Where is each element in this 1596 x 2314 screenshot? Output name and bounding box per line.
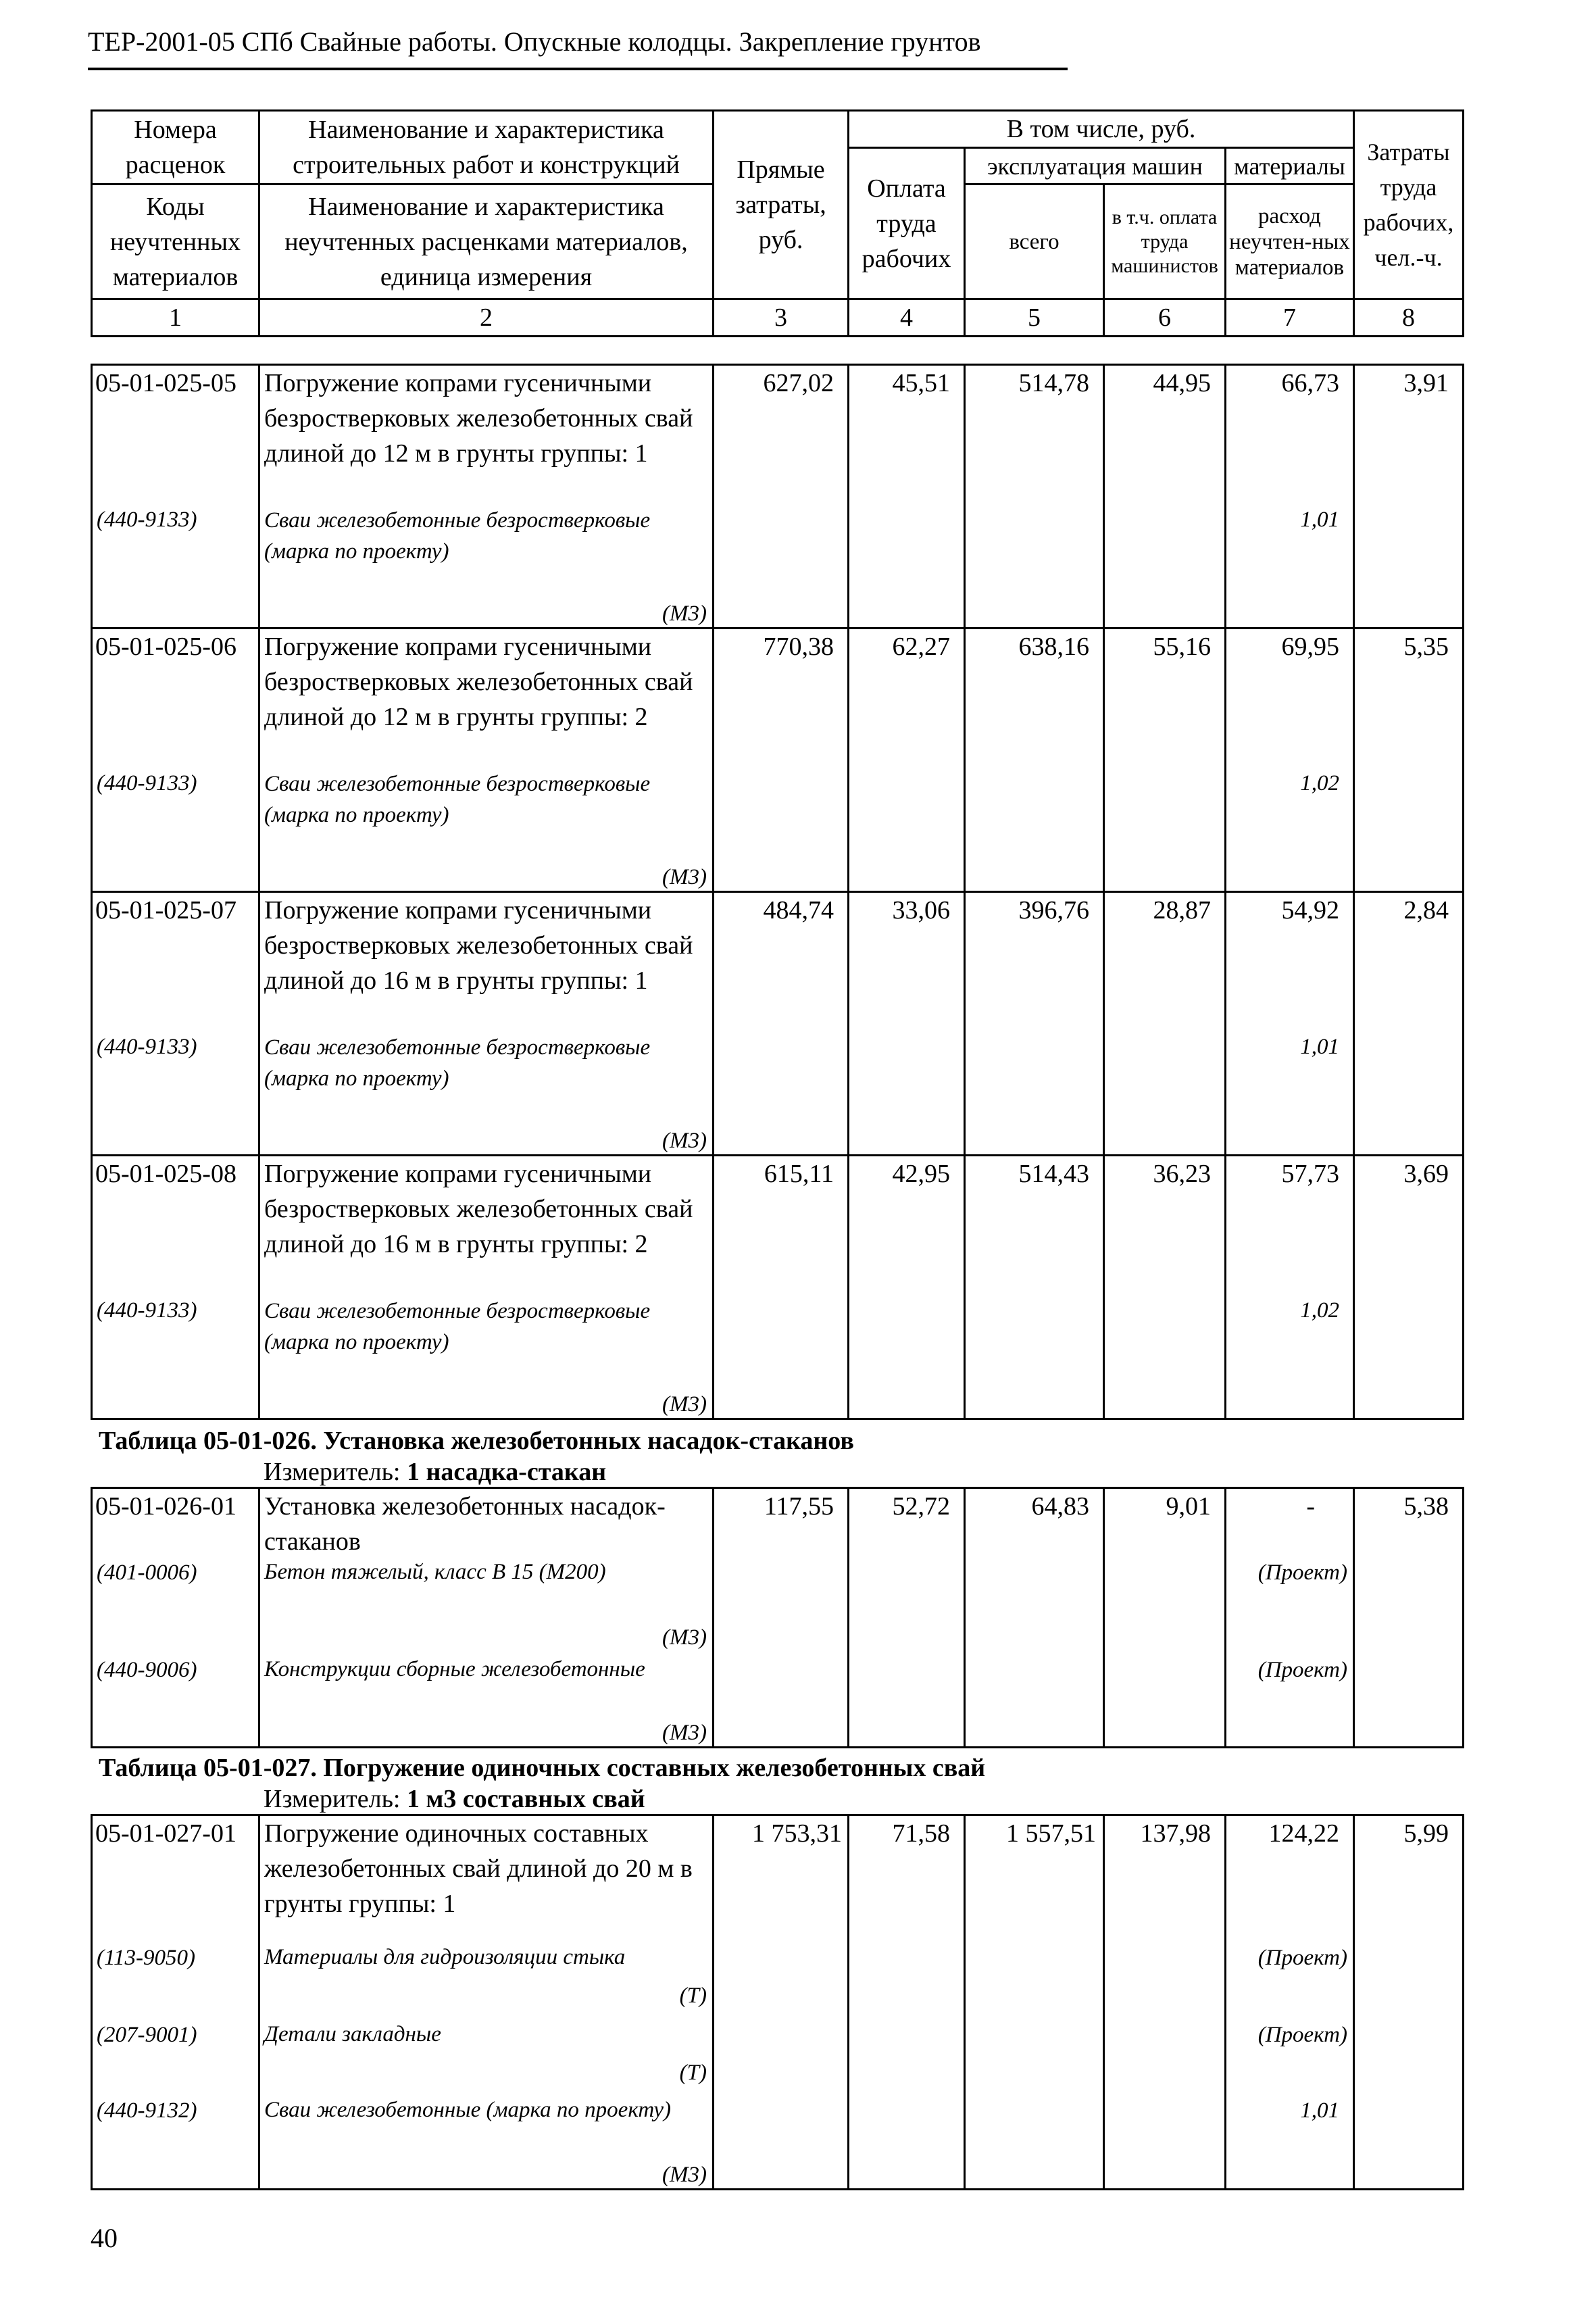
labor-cost: 33,06: [849, 892, 965, 1156]
machine-cost: 64,83: [965, 1488, 1104, 1748]
rate-code-cell: [92, 629, 259, 892]
rate-description-cell: [259, 1156, 714, 1419]
materials-cost-cell: [1226, 1815, 1354, 2190]
material-unit: (М3): [662, 2163, 707, 2187]
materials-cost: -: [1306, 1492, 1315, 1521]
rate-description-cell: [259, 1815, 714, 2190]
materials-cost-cell: [1226, 365, 1354, 629]
measure-value: 1 насадка-стакан: [407, 1458, 607, 1486]
materials-cost: 54,92: [1281, 896, 1339, 925]
col3-header: Прямые затраты, руб.: [714, 111, 849, 299]
labor-hours: 2,84: [1354, 892, 1464, 1156]
col5-header: всего: [965, 184, 1104, 299]
materials-cost-cell: [1226, 892, 1354, 1156]
rate-description-cell: [259, 629, 714, 892]
machine-cost: 514,43: [965, 1156, 1104, 1419]
material-name: Сваи железобетонные (марка по проекту): [264, 2098, 671, 2122]
labor-hours: 5,38: [1354, 1488, 1464, 1748]
direct-cost: 117,55: [714, 1488, 849, 1748]
col-number: 7: [1226, 299, 1354, 337]
col7-header: расход неучтен-ных материалов: [1226, 184, 1354, 299]
running-header: ТЕР-2001-05 СПб Свайные работы. Опускные колодцы. Закрепление грунтов: [88, 26, 981, 57]
material-code: (207-9001): [97, 2023, 197, 2047]
material-quantity: (Проект): [1257, 1560, 1347, 1585]
material-code: (440-9133): [97, 508, 197, 532]
measure-label: Измеритель:: [264, 1785, 401, 1813]
material-quantity: 1,02: [1300, 1298, 1339, 1323]
rate-code: 05-01-025-07: [95, 896, 236, 925]
machine-cost: 396,76: [965, 892, 1104, 1156]
labor-hours: 5,99: [1354, 1815, 1464, 2190]
table-026-measure: [264, 1457, 606, 1487]
material-quantity: 1,01: [1300, 508, 1339, 532]
col8-header: Затраты труда рабочих, чел.-ч.: [1354, 111, 1464, 299]
col2-bottom-header: Наименование и характеристика неучтенных расценками материалов, единица измерения: [259, 184, 714, 299]
direct-cost: 615,11: [714, 1156, 849, 1419]
group-header: В том числе, руб.: [849, 111, 1354, 148]
material-quantity: 1,01: [1300, 2098, 1339, 2123]
material-unit: (Т): [679, 1984, 707, 2008]
machinist-labor-cost: 137,98: [1104, 1815, 1226, 2190]
material-unit: (М3): [662, 1129, 707, 1153]
materials-group-header: материалы: [1226, 148, 1354, 184]
materials-cost: 69,95: [1281, 633, 1339, 661]
material-quantity: (Проект): [1257, 2023, 1347, 2047]
rate-description-cell: [259, 365, 714, 629]
rate-code-cell: [92, 1488, 259, 1748]
material-quantity: (Проект): [1257, 1658, 1347, 1682]
direct-cost: 1 753,31: [714, 1815, 849, 2190]
col-number: 3: [714, 299, 849, 337]
rate-row: [92, 365, 1464, 629]
col6-header: в т.ч. оплата труда машинистов: [1104, 184, 1226, 299]
rate-code: 05-01-026-01: [95, 1492, 236, 1521]
machinist-labor-cost: 9,01: [1104, 1488, 1226, 1748]
rate-description: Погружение копрами гусеничными безростверковых железобетонных свай длиной до 12 м в грунты группы: 1: [264, 369, 693, 468]
machinist-labor-cost: 36,23: [1104, 1156, 1226, 1419]
col-number: 5: [965, 299, 1104, 337]
rate-row: [92, 1815, 1464, 2190]
material-name: Материалы для гидроизоляции стыка: [264, 1945, 626, 1969]
rate-description-cell: [259, 1488, 714, 1748]
materials-cost-cell: [1226, 1488, 1354, 1748]
machinist-labor-cost: 55,16: [1104, 629, 1226, 892]
material-name: Сваи железобетонные безростверковые (марка по проекту): [264, 508, 651, 564]
table-026-title: Таблица 05-01-026. Установка железобетонных насадок-стаканов: [99, 1427, 854, 1455]
col-number: 6: [1104, 299, 1226, 337]
material-unit: (М3): [662, 1392, 707, 1417]
rate-code-cell: [92, 1156, 259, 1419]
materials-cost-cell: [1226, 629, 1354, 892]
rate-row: [92, 892, 1464, 1156]
rate-code-cell: [92, 1815, 259, 2190]
materials-cost: 66,73: [1281, 369, 1339, 397]
col4-header: Оплата труда рабочих: [849, 148, 965, 299]
machines-header: эксплуатация машин: [965, 148, 1226, 184]
material-unit: (М3): [662, 601, 707, 626]
rates-table-026: [91, 1487, 1464, 1748]
materials-cost: 57,73: [1281, 1160, 1339, 1188]
col-number: 8: [1354, 299, 1464, 337]
measure-label: Измеритель:: [264, 1458, 401, 1486]
rate-description: Погружение копрами гусеничными безростверковых железобетонных свай длиной до 16 м в грунты группы: 2: [264, 1160, 693, 1258]
machinist-labor-cost: 44,95: [1104, 365, 1226, 629]
rate-description: Погружение копрами гусеничными безростверковых железобетонных свай длиной до 16 м в грунты группы: 1: [264, 896, 693, 995]
direct-cost: 770,38: [714, 629, 849, 892]
material-code: (113-9050): [97, 1946, 196, 1970]
rate-description: Погружение копрами гусеничными безростверковых железобетонных свай длиной до 12 м в грунты группы: 2: [264, 633, 693, 731]
material-unit: (М3): [662, 865, 707, 889]
measure-value: 1 м3 составных свай: [407, 1785, 645, 1813]
table-027-title: Таблица 05-01-027. Погружение одиночных составных железобетонных свай: [99, 1754, 986, 1782]
labor-cost: 45,51: [849, 365, 965, 629]
col1-top-header: Номера расценок: [92, 111, 259, 184]
material-quantity: 1,01: [1300, 1035, 1339, 1059]
machine-cost: 638,16: [965, 629, 1104, 892]
rates-table-027: [91, 1814, 1464, 2190]
col1-bottom-header: Коды неучтенных материалов: [92, 184, 259, 299]
machinist-labor-cost: 28,87: [1104, 892, 1226, 1156]
rate-description: Установка железобетонных насадок-стаканов: [264, 1492, 666, 1556]
material-code: (440-9133): [97, 1298, 197, 1323]
rate-code-cell: [92, 365, 259, 629]
rate-row: [92, 1488, 1464, 1748]
table-027-measure: [264, 1784, 645, 1814]
labor-hours: 3,69: [1354, 1156, 1464, 1419]
col-number: 2: [259, 299, 714, 337]
labor-hours: 3,91: [1354, 365, 1464, 629]
rate-code: 05-01-025-05: [95, 369, 236, 397]
material-code: (440-9133): [97, 1035, 197, 1059]
material-name: Конструкции сборные железобетонные: [264, 1657, 645, 1681]
rates-table-025: [91, 364, 1464, 1420]
rate-code-cell: [92, 892, 259, 1156]
page-number: 40: [91, 2223, 118, 2253]
labor-cost: 62,27: [849, 629, 965, 892]
material-name: Бетон тяжелый, класс В 15 (М200): [264, 1560, 606, 1584]
rate-row: [92, 629, 1464, 892]
direct-cost: 627,02: [714, 365, 849, 629]
labor-cost: 52,72: [849, 1488, 965, 1748]
materials-cost-cell: [1226, 1156, 1354, 1419]
direct-cost: 484,74: [714, 892, 849, 1156]
rate-row: [92, 1156, 1464, 1419]
material-code: (401-0006): [97, 1560, 197, 1585]
machine-cost: 1 557,51: [965, 1815, 1104, 2190]
materials-cost: 124,22: [1268, 1819, 1339, 1848]
material-name: Детали закладные: [264, 2022, 441, 2046]
col-number: 1: [92, 299, 259, 337]
material-name: Сваи железобетонные безростверковые (марка по проекту): [264, 772, 651, 827]
col-number: 4: [849, 299, 965, 337]
col2-top-header: Наименование и характеристика строительных работ и конструкций: [259, 111, 714, 184]
rate-code: 05-01-025-06: [95, 633, 236, 661]
rate-code: 05-01-027-01: [95, 1819, 236, 1848]
material-quantity: 1,02: [1300, 771, 1339, 795]
rate-description: Погружение одиночных составных железобетонных свай длиной до 20 м в грунты группы: 1: [264, 1819, 693, 1918]
labor-cost: 71,58: [849, 1815, 965, 2190]
material-code: (440-9133): [97, 771, 197, 795]
material-code: (440-9132): [97, 2098, 197, 2123]
material-name: Сваи железобетонные безростверковые (марка по проекту): [264, 1299, 651, 1354]
material-quantity: (Проект): [1257, 1946, 1347, 1970]
labor-cost: 42,95: [849, 1156, 965, 1419]
header-rule: [88, 68, 1068, 70]
machine-cost: 514,78: [965, 365, 1104, 629]
labor-hours: 5,35: [1354, 629, 1464, 892]
material-unit: (М3): [662, 1721, 707, 1745]
material-unit: (Т): [679, 2061, 707, 2085]
material-unit: (М3): [662, 1625, 707, 1650]
material-code: (440-9006): [97, 1658, 197, 1682]
material-name: Сваи железобетонные безростверковые (марка по проекту): [264, 1035, 651, 1091]
column-header-table: [91, 109, 1464, 337]
rate-description-cell: [259, 892, 714, 1156]
rate-code: 05-01-025-08: [95, 1160, 236, 1188]
